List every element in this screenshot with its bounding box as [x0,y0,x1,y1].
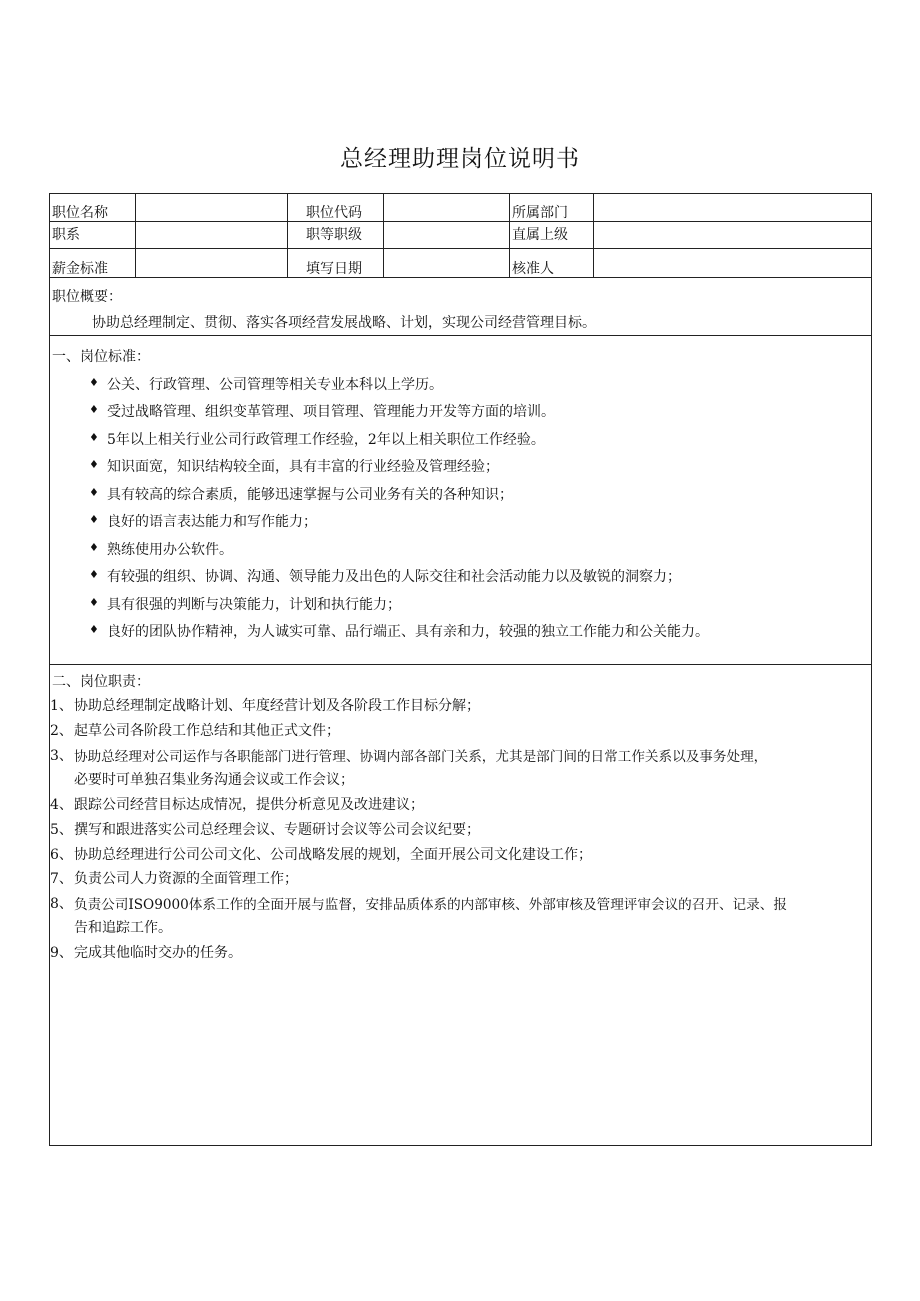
standard-item: 5年以上相关行业公司行政管理工作经验，2年以上相关职位工作经验。 [107,432,545,448]
label-fill-date: 填写日期 [306,261,362,277]
bullet-icon: ♦ [89,541,99,554]
duty-number: 4、 [50,797,73,813]
job-description-table [49,193,872,1146]
duties-heading: 二、岗位职责： [52,674,150,690]
duty-number: 3、 [50,748,73,764]
label-position-code: 职位代码 [306,205,362,221]
duty-number: 9、 [50,945,73,961]
duty-text: 协助总经理制定战略计划、年度经营计划及各阶段工作目标分解； [74,698,480,714]
bullet-icon: ♦ [89,513,99,526]
duty-number: 1、 [50,698,73,714]
duty-text: 起草公司各阶段工作总结和其他正式文件； [74,723,340,739]
label-salary-standard: 薪金标准 [52,261,108,277]
duties-section [50,665,871,1147]
label-direct-supervisor: 直属上级 [512,227,568,243]
header-row-2 [50,222,871,249]
duty-text: 协助总经理进行公司公司文化、公司战略发展的规划，全面开展公司文化建设工作； [74,847,592,863]
label-position-name: 职位名称 [52,205,108,221]
standards-heading: 一、岗位标准： [52,349,150,365]
duty-number: 5、 [50,822,73,838]
bullet-icon: ♦ [89,458,99,471]
duty-number: 7、 [50,871,73,887]
bullet-icon: ♦ [89,431,99,444]
duty-text: 完成其他临时交办的任务。 [74,945,242,961]
overview-section [50,278,871,336]
standard-item: 具有较高的综合素质，能够迅速掌握与公司业务有关的各种知识； [107,487,513,503]
standard-item: 具有很强的判断与决策能力，计划和执行能力； [107,597,401,613]
bullet-icon: ♦ [89,623,99,636]
duty-text: 跟踪公司经营目标达成情况，提供分析意见及改进建议； [74,797,424,813]
duty-text-cont: 必要时可单独召集业务沟通会议或工作会议； [74,772,354,788]
bullet-icon: ♦ [89,568,99,581]
duty-text: 负责公司人力资源的全面管理工作； [74,871,298,887]
bullet-icon: ♦ [89,596,99,609]
overview-text: 协助总经理制定、贯彻、落实各项经营发展战略、计划，实现公司经营管理目标。 [92,315,596,331]
standards-section [50,336,871,665]
standard-item: 受过战略管理、组织变革管理、项目管理、管理能力开发等方面的培训。 [107,404,555,420]
label-job-family: 职系 [52,227,80,243]
bullet-icon: ♦ [89,486,99,499]
standard-item: 知识面宽，知识结构较全面，具有丰富的行业经验及管理经验； [107,459,499,475]
standard-item: 熟练使用办公软件。 [107,542,233,558]
label-department: 所属部门 [512,205,568,221]
page-title: 总经理助理岗位说明书 [340,146,580,172]
duty-number: 8、 [50,896,73,912]
bullet-icon: ♦ [89,403,99,416]
overview-heading: 职位概要： [52,289,122,305]
duty-text: 负责公司ISO9000体系工作的全面开展与监督，安排品质体系的内部审核、外部审核及管理评审会议的召开、记录、报 [74,897,787,913]
bullet-icon: ♦ [89,376,99,389]
standard-item: 有较强的组织、协调、沟通、领导能力及出色的人际交往和社会活动能力以及敏锐的洞察力； [107,569,681,585]
standard-item: 良好的团队协作精神，为人诚实可靠、品行端正、具有亲和力，较强的独立工作能力和公关能力。 [107,624,709,640]
duty-number: 6、 [50,847,73,863]
header-row-1 [50,194,871,222]
duty-number: 2、 [50,723,73,739]
duty-text: 撰写和跟进落实公司总经理会议、专题研讨会议等公司会议纪要； [74,822,480,838]
duty-text-cont: 告和追踪工作。 [74,920,172,936]
standard-item: 良好的语言表达能力和写作能力； [107,514,317,530]
duty-text: 协助总经理对公司运作与各职能部门进行管理、协调内部各部门关系，尤其是部门间的日常工作关系以及事务处理， [74,749,768,765]
standard-item: 公关、行政管理、公司管理等相关专业本科以上学历。 [107,377,443,393]
header-row-3 [50,249,871,278]
label-approver: 核准人 [512,261,554,277]
label-job-grade: 职等职级 [306,227,362,243]
